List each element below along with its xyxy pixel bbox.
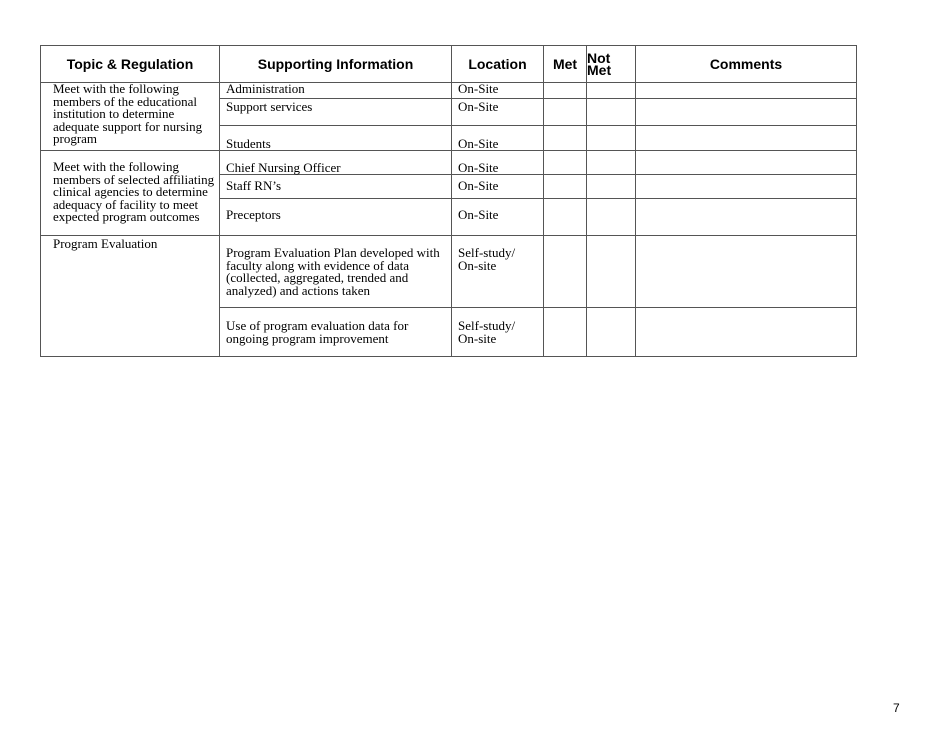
- topic-cell: [41, 151, 220, 236]
- comments-cell[interactable]: [636, 236, 857, 308]
- location-text: On-Site: [458, 81, 499, 96]
- met-cell[interactable]: [544, 99, 587, 126]
- not-met-cell[interactable]: [587, 236, 636, 308]
- not-met-cell[interactable]: [587, 175, 636, 199]
- not-met-cell[interactable]: [587, 126, 636, 151]
- met-cell[interactable]: [544, 308, 587, 357]
- location-text: On-Site: [458, 99, 499, 114]
- comments-cell[interactable]: [636, 199, 857, 236]
- not-met-cell[interactable]: [587, 83, 636, 99]
- not-met-cell[interactable]: [587, 99, 636, 126]
- location-cell: [452, 175, 544, 199]
- topic-text: Meet with the following members of the educational institution to determine adequate support for nursing program: [53, 81, 203, 146]
- location-cell: [452, 199, 544, 236]
- header-comments: Comments: [636, 46, 857, 83]
- comments-cell[interactable]: [636, 99, 857, 126]
- header-not-met-line2: Met: [587, 62, 612, 78]
- location-cell: [452, 83, 544, 99]
- page-number: 7: [893, 701, 900, 715]
- location-cell: [452, 236, 544, 308]
- topic-text: Meet with the following members of selected affiliating clinical agencies to determine adequacy of facility to meet expected program outcomes: [53, 159, 215, 224]
- met-cell[interactable]: [544, 199, 587, 236]
- not-met-cell[interactable]: [587, 199, 636, 236]
- comments-cell[interactable]: [636, 151, 857, 175]
- comments-cell[interactable]: [636, 175, 857, 199]
- not-met-cell[interactable]: [587, 308, 636, 357]
- info-text: Chief Nursing Officer: [226, 159, 341, 175]
- info-cell: [220, 126, 452, 151]
- header-not-met-line1: Not: [587, 50, 611, 66]
- info-text: Students: [226, 135, 271, 151]
- topic-cell: [41, 83, 220, 151]
- info-text: Program Evaluation Plan developed with faculty along with evidence of data (collected, aggregated, trended and analyzed) and actions taken: [226, 245, 440, 298]
- met-cell[interactable]: [544, 126, 587, 151]
- location-cell: [452, 126, 544, 151]
- location-cell: [452, 308, 544, 357]
- location-cell: [452, 99, 544, 126]
- table-row: [41, 151, 857, 175]
- header-not-met: [587, 46, 636, 83]
- location-cell: [452, 151, 544, 175]
- comments-cell[interactable]: [636, 126, 857, 151]
- topic-cell: [41, 236, 220, 357]
- header-location: Location: [452, 46, 544, 83]
- info-cell: [220, 308, 452, 357]
- not-met-cell[interactable]: [587, 151, 636, 175]
- info-cell: [220, 83, 452, 99]
- location-text: Self-study/ On-site: [458, 245, 516, 273]
- met-cell[interactable]: [544, 236, 587, 308]
- location-text: On-Site: [458, 135, 499, 151]
- info-text: Use of program evaluation data for ongoing program improvement: [226, 318, 409, 346]
- location-text: On-Site: [458, 206, 499, 222]
- location-text: On-Site: [458, 159, 499, 175]
- review-table: [40, 45, 857, 357]
- table-row: [41, 83, 857, 99]
- info-cell: [220, 175, 452, 199]
- met-cell[interactable]: [544, 151, 587, 175]
- header-topic: Topic & Regulation: [41, 46, 220, 83]
- location-text: Self-study/ On-site: [458, 318, 516, 346]
- location-text: On-Site: [458, 178, 499, 194]
- header-met: Met: [544, 46, 587, 83]
- info-text: Preceptors: [226, 206, 281, 222]
- header-supporting-info: Supporting Information: [220, 46, 452, 83]
- table-row: [41, 236, 857, 308]
- info-text: Staff RN’s: [226, 178, 282, 194]
- met-cell[interactable]: [544, 175, 587, 199]
- info-text: Administration: [226, 81, 305, 96]
- header-row: [41, 46, 857, 83]
- comments-cell[interactable]: [636, 83, 857, 99]
- met-cell[interactable]: [544, 83, 587, 99]
- topic-text: Program Evaluation: [53, 236, 158, 251]
- comments-cell[interactable]: [636, 308, 857, 357]
- info-cell: [220, 236, 452, 308]
- info-cell: [220, 151, 452, 175]
- info-cell: [220, 99, 452, 126]
- info-text: Support services: [226, 99, 313, 114]
- info-cell: [220, 199, 452, 236]
